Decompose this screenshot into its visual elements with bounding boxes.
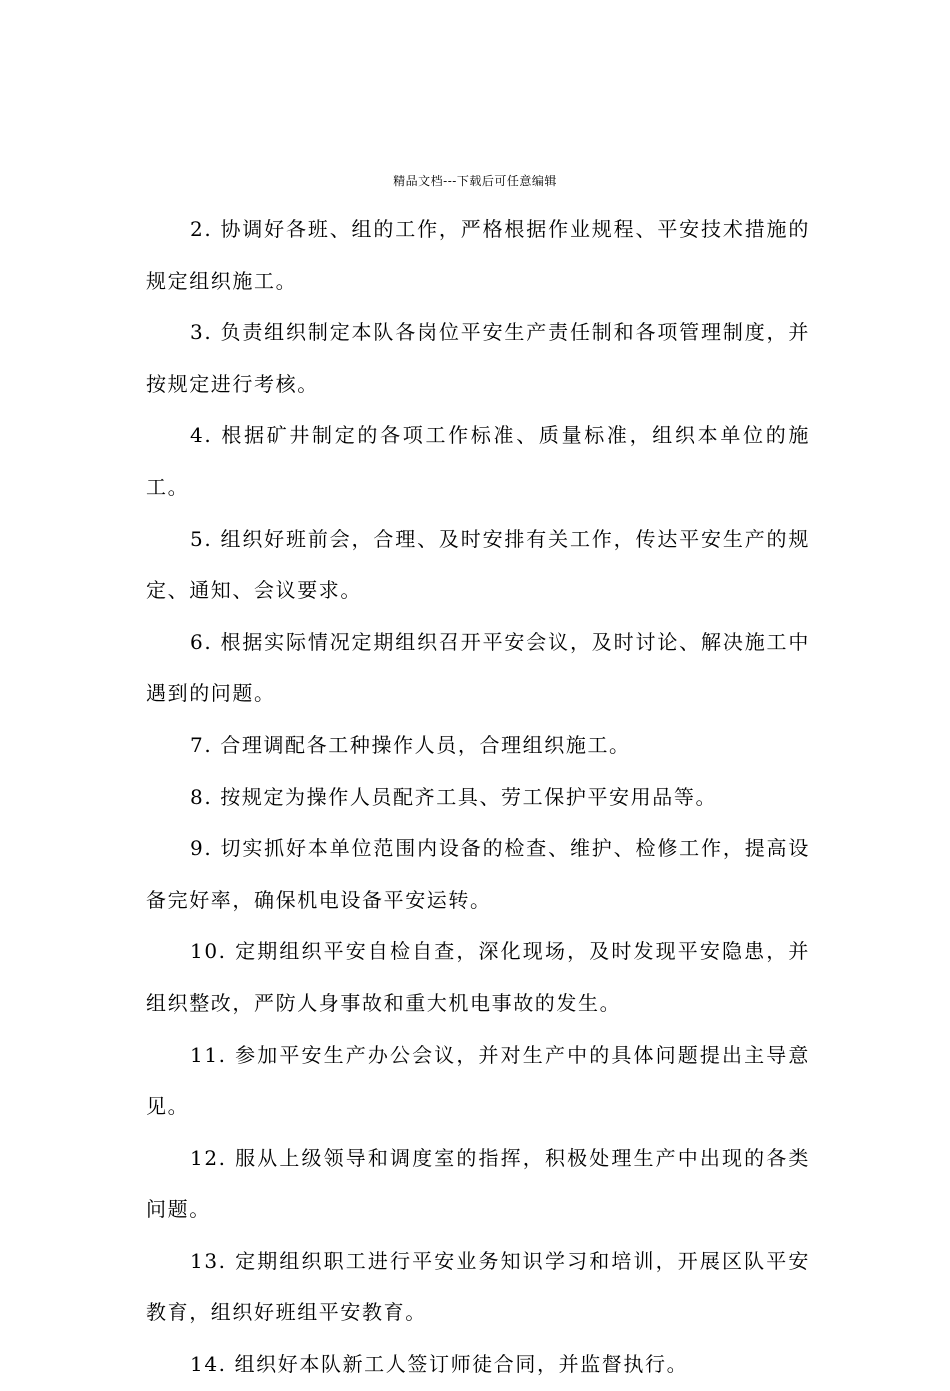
paragraph-item-3: 3. 负责组织制定本队各岗位平安生产责任制和各项管理制度，并按规定进行考核。 [146,320,810,396]
paragraph-item-7: 7. 合理调配各工种操作人员，合理组织施工。 [190,732,631,757]
paragraph-item-13: 13. 定期组织职工进行平安业务知识学习和培训，开展区队平安教育，组织好班组平安教育。 [146,1248,810,1325]
paragraph-item-2: 2. 协调好各班、组的工作，严格根据作业规程、平安技术措施的规定组织施工。 [146,217,810,293]
paragraph-item-6: 6. 根据实际情况定期组织召开平安会议，及时讨论、解决施工中遇到的问题。 [146,629,810,706]
paragraph-item-4: 4. 根据矿井制定的各项工作标准、质量标准，组织本单位的施工。 [146,423,810,499]
paragraph-item-5: 5. 组织好班前会，合理、及时安排有关工作，传达平安生产的规定、通知、会议要求。 [146,526,810,603]
document-body [146,204,810,1391]
paragraph-item-12: 12. 服从上级领导和调度室的指挥，积极处理生产中出现的各类问题。 [146,1145,810,1222]
paragraph-item-8: 8. 按规定为操作人员配齐工具、劳工保护平安用品等。 [190,784,718,809]
paragraph-item-11: 11. 参加平安生产办公会议，并对生产中的具体问题提出主导意见。 [146,1042,810,1119]
paragraph-item-10: 10. 定期组织平安自检自查，深化现场，及时发现平安隐患，并组织整改，严防人身事故和重大机电事故的发生。 [146,939,810,1015]
page-header: 精品文档---下载后可任意编辑 [393,174,557,188]
paragraph-item-14: 14. 组织好本队新工人签订师徒合同，并监督执行。 [190,1352,689,1377]
paragraph-item-9: 9. 切实抓好本单位范围内设备的检查、维护、检修工作，提高设备完好率，确保机电设备平安运转。 [146,836,810,912]
